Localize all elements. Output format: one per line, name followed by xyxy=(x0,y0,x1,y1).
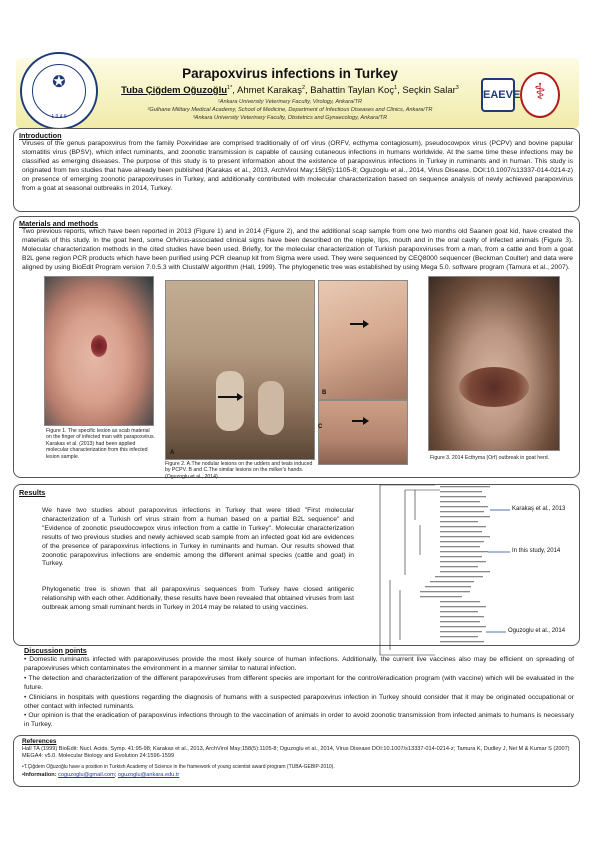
figure-3-photo xyxy=(428,276,560,451)
figure-2a-photo xyxy=(165,280,315,460)
discussion-point: • Domestic ruminants infected with parapoxviruses provide the most likely source of human infections. Additionally, the current live vaccines also may be efficient on spreading of parapoxviruses which contaminates the environment in a manner similar to natural infection. xyxy=(24,656,574,672)
figure-1-caption: Figure 1. The specific lesion as scab material on the finger of infected man with parapoxvirus. Karakas et al. (2013) had been applied molecular characterization from this infected lesion sample. xyxy=(46,428,155,460)
author-3-sup: 1 xyxy=(394,85,398,91)
eaeve-logo-text: EAEVE xyxy=(483,89,521,101)
author-4-sup: 3 xyxy=(455,85,459,91)
affiliation-1: ¹Ankara University Veterinary Faculty, Virology, Ankara/TR xyxy=(217,99,363,105)
references-text: Hall TA (1999) BioEdit: Nucl. Acids. Symp. 41:95-98; Karakas et al., 2013, ArchVirol May;158(5):1105-8; Oguzoglu et al., 2014, Virus Disease DOI:10.1007/s13337-014-0214-z; Tamura K, Dudley J, Nei M & Kumar S (2007) MEGA4: v5.0. Molecular Biology and Evolution 24:1596-1599 xyxy=(22,746,570,759)
university-logo xyxy=(20,52,98,130)
results-heading: Results xyxy=(19,488,46,497)
author-3: , Bahattin Taylan Koç xyxy=(305,85,395,97)
figure-2a-arrow xyxy=(218,396,238,398)
email-link-2[interactable]: oguzoglu@ankara.edu.tr xyxy=(117,772,180,778)
figure-2b-photo xyxy=(318,280,408,400)
caduceus-icon: ⚕ xyxy=(534,80,546,105)
teat-shape xyxy=(216,371,244,431)
figure-2-caption: Figure 2. A.The nodular lesions on the udders and teats induced by PCPV. B and C.The similar lesions on the milker's hands. (Oguzoglu et al., 2014) xyxy=(165,461,313,480)
discussion-list xyxy=(24,656,574,730)
logo-emblem-icon: ✪ xyxy=(52,72,66,91)
first-author-sup: 1* xyxy=(227,85,233,91)
discussion-point: • The detection and characterization of the different parapoxviruses from different species are important for the control/eradication program (with vaccine) which will be evaluated in the future. xyxy=(24,674,574,691)
references-note: •T.Çiğdem Oğuzoğlu have a position in Turkish Academy of Science in the framework of young scientist award program (TUBA-GEBIP-2010). xyxy=(22,764,335,770)
methods-heading: Materials and methods xyxy=(19,219,99,228)
results-paragraph-1: We have two studies about parapoxvirus infections in Turkey that were titled "First molecular characterization of a Turkish orf virus strain from a human based on a partial B2L sequence" and "Evidence of zoonotic pseudocowpox virus infection from a cattle in Turkey". Molecular characterization results of two previous studies and newly achieved scab sample from an infected goat kid are evidences of the presence of parapoxvirus infections in Turkey in ruminants and human. Our results showed that zoonotic parapoxvirus infections are endemic among the different animal species (cattle and goat) in Turkey. xyxy=(42,507,354,568)
figure-2c-photo xyxy=(318,400,408,465)
teat-shape xyxy=(258,381,284,435)
logo-year: 1 9 4 6 xyxy=(51,114,67,120)
references-heading: References xyxy=(22,738,57,745)
tree-label-this-study: In this study, 2014 xyxy=(512,548,561,554)
discussion-heading: Discussion points xyxy=(24,646,87,655)
figure-2b-label: B xyxy=(322,390,327,396)
discussion-point: • Our opinion is that the eradication of parapoxvirus infections through to the vaccination of animals in order to avoid zoonotic transmission from infected animals to humans is necessary in Turkey. xyxy=(24,712,574,729)
references-box xyxy=(13,735,580,787)
contact-info xyxy=(22,772,570,779)
figure-2c-arrow xyxy=(352,420,364,422)
figure-1-photo xyxy=(44,276,154,426)
results-paragraph-2: Phylogenetic tree is shown that all parapoxvirus sequences from Turkey have closed antigenic relationship with each other. Additionally, these results have been revealed that obtained viruses from last outbreak among small ruminant herds in Turkey in 2014 may be related to using vaccines. xyxy=(42,586,354,611)
email-link-1[interactable]: coguzoglu@gmail.com xyxy=(58,772,115,778)
email-separator: ; xyxy=(114,772,118,778)
figure-2c-label: C xyxy=(318,424,323,430)
mouth-lesion xyxy=(459,367,529,407)
introduction-text: Viruses of the genus parapoxvirus from the family Poxviridae are comprised traditionally of orf virus (ORFV, ecthyma contagiosum), pseudocowpox virus (PCPV) and bovine papular stomatitis virus (BPSV), which infect ruminants, and zoonotic transmission is capable of causing cutaneous infections in humans worldwide. At the same time these infections may be classified as emerging diseases. The purpose of this study is to present information about the existence of parapoxvirus infections in Turkey in ruminants and in human. This study is originated from two studies that have already been published (Karakas et al., 2013, ArchVirol May;158(5):1105-8; Oguzoglu et al., 2014, Virus Disease, DOI:10.1007/s13337-014-0214-z) on presence of emerging zoonotic parapoxviruses in Turkey, and additionally contributed with molecular characterization based on sequence analysis of newly achieved parapoxvirus from a goat at seasonal outbreaks in 2014, Turkey. xyxy=(22,140,573,192)
affiliation-2: ²Gulhane Military Medical Academy, School of Medicine, Department of Infectious Diseases and Clinics, Ankara/TR xyxy=(147,107,433,113)
introduction-box xyxy=(13,128,580,212)
tree-label-oguzoglu: Oguzoglu et al., 2014 xyxy=(508,628,566,634)
author-line xyxy=(100,85,480,96)
introduction-heading: Introduction xyxy=(19,131,62,140)
medical-caduceus-logo xyxy=(520,72,560,118)
tree-label-karakas: Karakaş et al., 2013 xyxy=(512,506,566,512)
figure-3-caption: Figure 3. 2014 Ecthyma (Orf) outbreak in goat herd. xyxy=(430,455,550,461)
info-label: •Information: xyxy=(22,772,59,778)
author-2: , Ahmet Karakaş xyxy=(232,85,302,97)
author-2-sup: 2 xyxy=(301,85,306,91)
eaeve-logo xyxy=(481,78,521,112)
author-4: , Seçkin Salar xyxy=(397,85,456,97)
figure-2a-label: A xyxy=(170,450,175,456)
finger-lesion xyxy=(91,335,107,357)
discussion-point: • Clinicians in hospitals with questions regarding the diagnosis of humans with a suspected parapoxvirus infection in Turkey should consider that it may be originated occupational or other contact with infected ruminants. xyxy=(24,693,574,710)
affiliation-3: ³Ankara University Veterinary Faculty, Obstetrics and Gynaecology, Ankara/TR xyxy=(192,115,388,121)
methods-text: Two previous reports, which have been reported in 2013 (Figure 1) and in 2014 (Figure 2), and the additional scap sample from one two months old Saanen goat kid, have created the materials of this study. In the goat herd, some Orfvirus-associated clinical signs have been described on the nipple, lips, mouth and in the oral cavity of infected animals (Figure 3). Molecular characterization methods in the cited studies have been used. Briefly, for the molecular characterization of Turkish parapoxviruses from a man, from a cattle and from a goat B2L gene region PCR products which have been purified using PCR cleanup kit from Sigma were used. They were sequenced by CEQ8000 sequencer (Beckman Coulter) and data were aligned by using BioEdit Program version 7.0.5.3 with ClustalW algorithm (Hall, 1999). The phylogenetic tree was established by using Mega 5.0. software program (Tamura et al., 2007). xyxy=(22,228,573,271)
first-author: Tuba Çiğdem Oğuzoğlu xyxy=(121,85,228,97)
poster-title: Parapoxvirus infections in Turkey xyxy=(182,66,398,81)
figure-2b-arrow xyxy=(350,323,364,325)
